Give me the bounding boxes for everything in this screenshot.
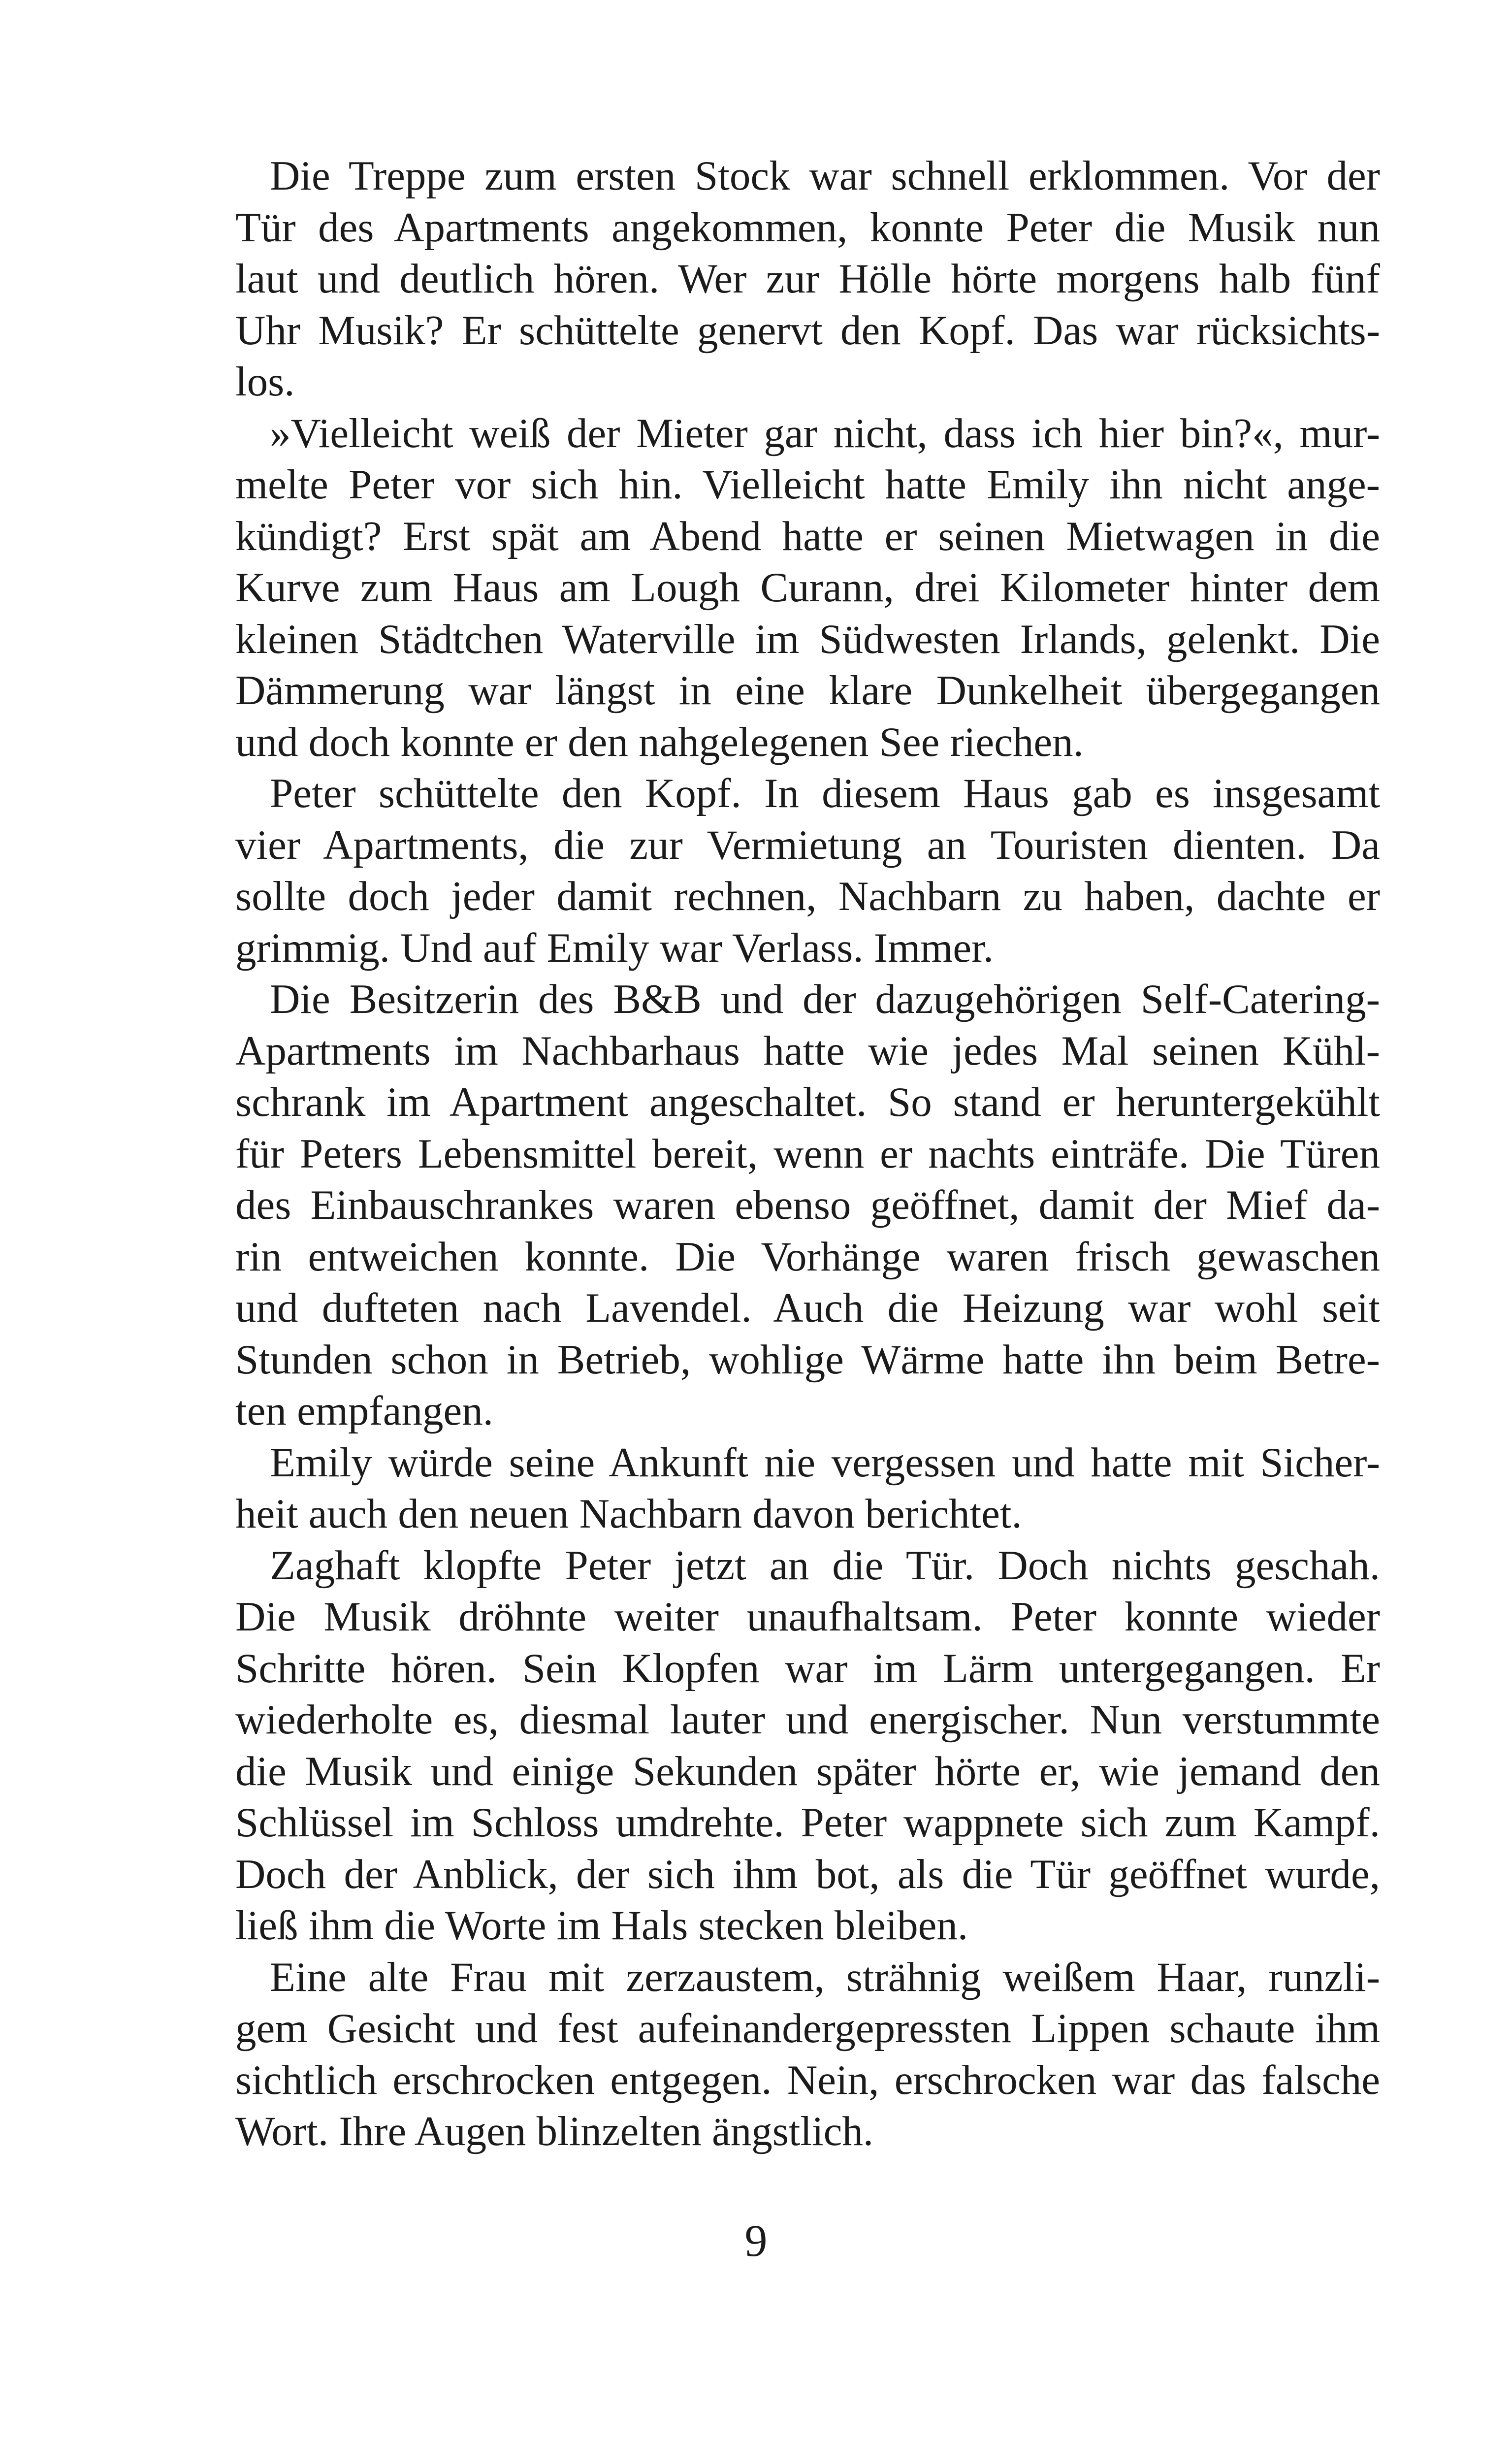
page-number: 9 xyxy=(744,2215,768,2266)
text-line: Schritte hören. Sein Klopfen war im Lärm untergegangen. Er xyxy=(235,1645,1380,1692)
body-text xyxy=(235,150,1380,2157)
text-line: heit auch den neuen Nachbarn davon berichtet. xyxy=(235,1491,1022,1537)
text-line: kündigt? Erst spät am Abend hatte er seinen Mietwagen in die xyxy=(235,513,1380,559)
text-line: und doch konnte er den nahgelegenen See riechen. xyxy=(235,718,1084,765)
text-line: schrank im Apartment angeschaltet. So stand er heruntergekühlt xyxy=(235,1079,1380,1125)
text-line: für Peters Lebensmittel bereit, wenn er nachts einträfe. Die Türen xyxy=(235,1130,1380,1177)
text-line: rin entweichen konnte. Die Vorhänge waren frisch gewaschen xyxy=(235,1233,1380,1280)
text-line: melte Peter vor sich hin. Vielleicht hatte Emily ihn nicht ange- xyxy=(235,461,1380,508)
text-line: Die Treppe zum ersten Stock war schnell erklommen. Vor der xyxy=(270,153,1380,199)
text-line: kleinen Städtchen Waterville im Südwesten Irlands, gelenkt. Die xyxy=(235,616,1380,662)
text-line: Die Besitzerin des B&B und der dazugehörigen Self-Catering- xyxy=(270,976,1380,1022)
paragraph xyxy=(235,408,1380,768)
paragraph xyxy=(235,1540,1380,1952)
paragraph xyxy=(235,1952,1380,2157)
text-line: Doch der Anblick, der sich ihm bot, als die Tür geöffnet wurde, xyxy=(235,1851,1380,1897)
text-line: »Vielleicht weiß der Mieter gar nicht, dass ich hier bin?«, mur- xyxy=(270,410,1380,456)
text-line: laut und deutlich hören. Wer zur Hölle hörte morgens halb fünf xyxy=(235,256,1380,302)
text-line: Die Musik dröhnte weiter unaufhaltsam. Peter konnte wieder xyxy=(235,1594,1380,1640)
text-line: Stunden schon in Betrieb, wohlige Wärme hatte ihn beim Betre- xyxy=(235,1336,1380,1383)
text-line: Schlüssel im Schloss umdrehte. Peter wappnete sich zum Kampf. xyxy=(235,1799,1380,1846)
text-line: ten empfangen. xyxy=(235,1388,493,1434)
text-line: vier Apartments, die zur Vermietung an Touristen dienten. Da xyxy=(235,821,1380,868)
text-line: ließ ihm die Worte im Hals stecken bleiben. xyxy=(235,1902,968,1949)
text-line: Dämmerung war längst in eine klare Dunkelheit übergegangen xyxy=(235,667,1380,714)
text-line: Eine alte Frau mit zerzaustem, strähnig weißem Haar, runzli- xyxy=(270,1954,1380,2000)
text-line: Peter schüttelte den Kopf. In diesem Haus gab es insgesamt xyxy=(270,770,1380,816)
text-line: Emily würde seine Ankunft nie vergessen und hatte mit Sicher- xyxy=(270,1439,1380,1486)
paragraph xyxy=(235,768,1380,974)
text-line: Uhr Musik? Er schüttelte genervt den Kopf. Das war rücksichts- xyxy=(235,307,1380,354)
text-line: wiederholte es, diesmal lauter und energischer. Nun verstummte xyxy=(235,1696,1380,1743)
text-line: Kurve zum Haus am Lough Curann, drei Kilometer hinter dem xyxy=(235,564,1380,611)
paragraph xyxy=(235,974,1380,1437)
text-line: sollte doch jeder damit rechnen, Nachbarn zu haben, dachte er xyxy=(235,873,1380,919)
text-line: Wort. Ihre Augen blinzelten ängstlich. xyxy=(235,2108,874,2154)
text-line: Tür des Apartments angekommen, konnte Peter die Musik nun xyxy=(235,204,1380,251)
text-line: Zaghaft klopfte Peter jetzt an die Tür. Doch nichts geschah. xyxy=(270,1542,1380,1589)
text-line: grimmig. Und auf Emily war Verlass. Immer. xyxy=(235,924,994,971)
text-line: sichtlich erschrocken entgegen. Nein, erschrocken war das falsche xyxy=(235,2056,1380,2103)
text-line: die Musik und einige Sekunden später hörte er, wie jemand den xyxy=(235,1748,1380,1794)
text-line: und dufteten nach Lavendel. Auch die Heizung war wohl seit xyxy=(235,1285,1380,1331)
text-line: los. xyxy=(235,358,295,405)
paragraph xyxy=(235,150,1380,408)
paragraph xyxy=(235,1437,1380,1540)
text-line: des Einbauschrankes waren ebenso geöffnet, damit der Mief da- xyxy=(235,1182,1380,1228)
text-line: Apartments im Nachbarhaus hatte wie jedes Mal seinen Kühl- xyxy=(235,1027,1380,1074)
text-line: gem Gesicht und fest aufeinandergepressten Lippen schaute ihm xyxy=(235,2005,1380,2052)
